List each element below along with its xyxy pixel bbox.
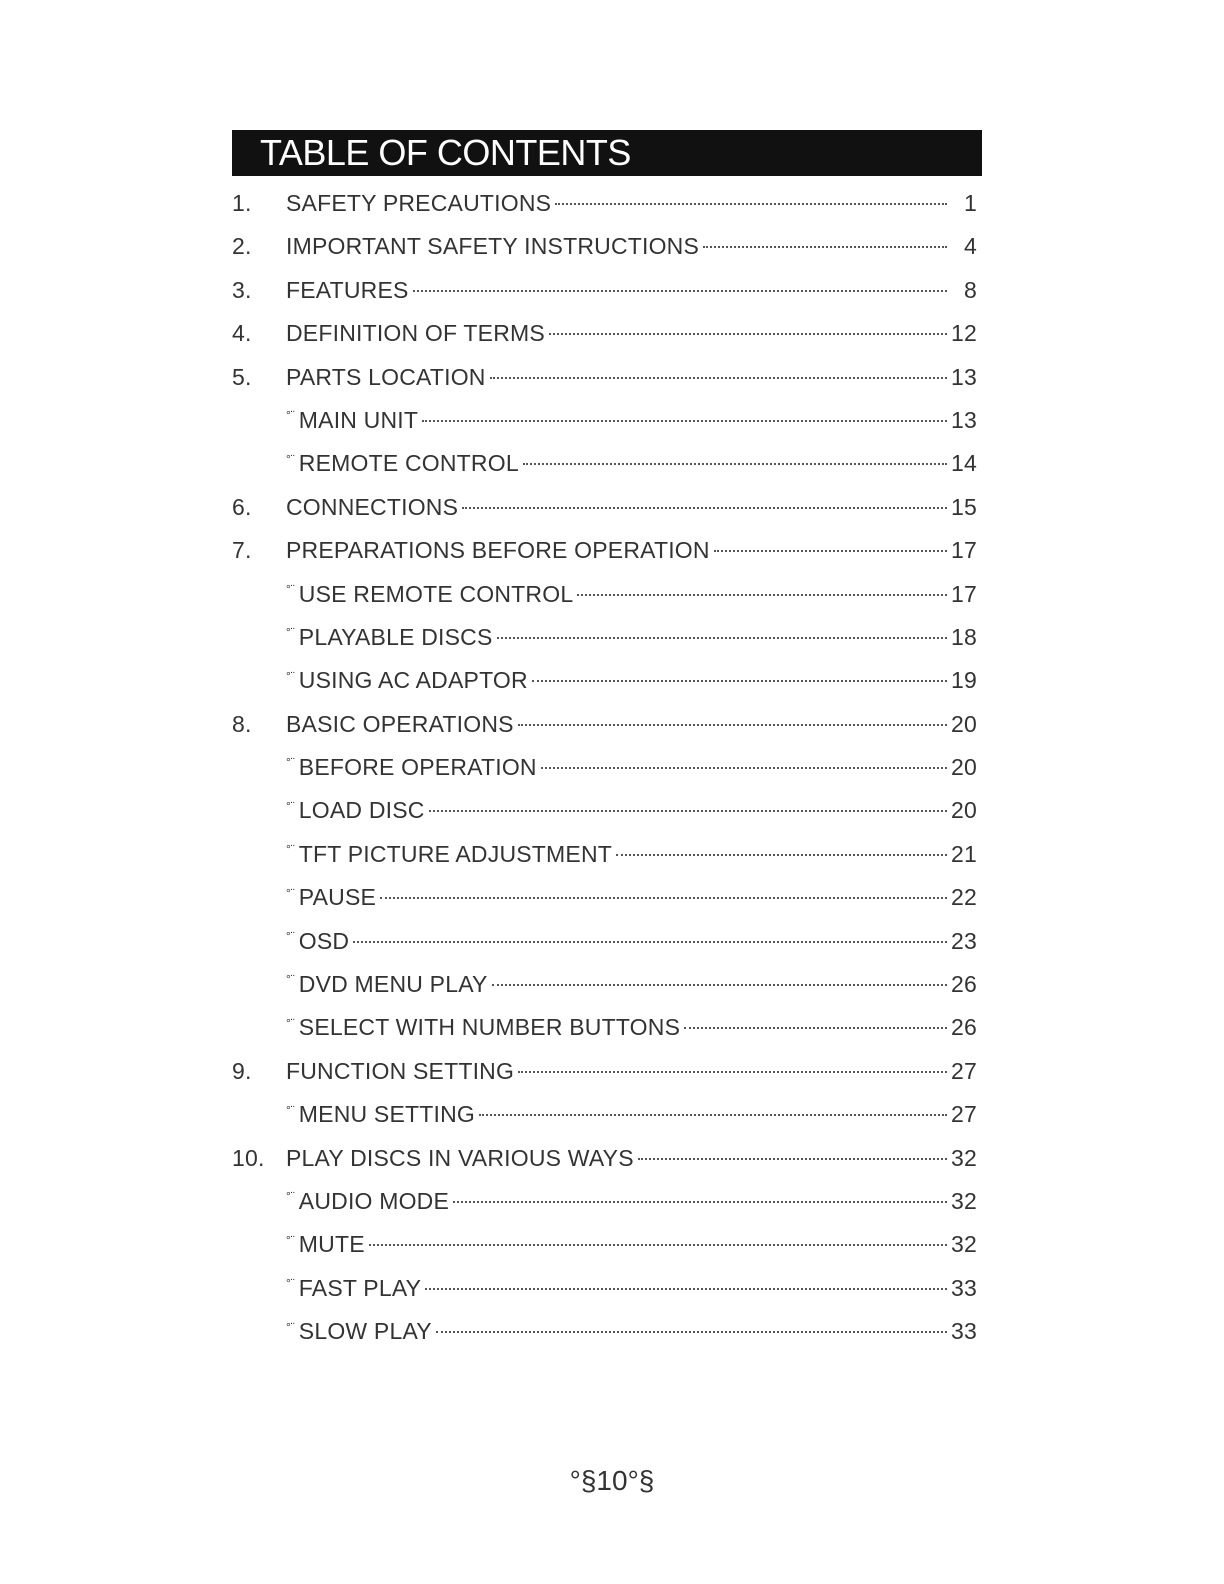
toc-entry-label-wrap [286,320,545,347]
toc-entry[interactable] [232,320,977,363]
toc-entry-label-wrap [286,450,519,477]
toc-entry-number: 4. [232,320,252,347]
toc-entry-page: 26 [951,1014,977,1041]
toc-entry-page: 27 [951,1101,977,1128]
toc-entry-page: 26 [951,971,977,998]
toc-entry-label: MAIN UNIT [298,406,419,433]
toc-entry-label: DEFINITION OF TERMS [286,320,545,347]
dot-leader [549,333,947,335]
toc-entry-label-wrap [286,797,425,824]
toc-subentry[interactable] [232,797,977,840]
toc-subentry[interactable] [232,581,977,624]
toc-entry-label-wrap [286,190,551,217]
toc-entry-page: 19 [951,667,977,694]
dot-leader [518,1071,947,1073]
toc-entry-label-wrap [286,1145,634,1172]
toc-entry-label: PLAY DISCS IN VARIOUS WAYS [286,1144,634,1171]
toc-entry-label: PAUSE [298,884,377,911]
toc-entry-label-wrap [286,1058,514,1085]
dot-leader [353,941,947,943]
bullet-glyph: °¨ [286,755,295,770]
toc-entry-page: 20 [951,754,977,781]
toc-subentry[interactable] [232,667,977,710]
bullet-glyph: °¨ [286,798,295,813]
dot-leader [616,854,947,856]
bullet-glyph: °¨ [286,1276,295,1291]
toc-entry-label-wrap [286,1231,365,1258]
toc-entry[interactable] [232,190,977,233]
toc-entry-label-wrap [286,407,418,434]
toc-entry-page: 4 [964,233,977,260]
toc-entry-page: 33 [951,1274,977,1301]
toc-entry-label-wrap [286,667,528,694]
toc-entry-number: 8. [232,710,252,737]
bullet-glyph: °¨ [286,451,295,466]
toc-entry-page: 14 [951,450,977,477]
toc-entry-label: FUNCTION SETTING [286,1057,515,1084]
toc-entry-label: SELECT WITH NUMBER BUTTONS [298,1014,681,1041]
toc-entry-page: 33 [951,1318,977,1345]
toc-entry-number: 2. [232,233,252,260]
dot-leader [523,463,947,465]
dot-leader [532,680,947,682]
bullet-glyph: °¨ [286,1189,295,1204]
toc-subentry[interactable] [232,450,977,493]
bullet-glyph: °¨ [286,408,295,423]
toc-entry[interactable] [232,233,977,276]
dot-leader [714,550,947,552]
toc-entry-label: OSD [298,927,350,954]
toc-entry-label: DVD MENU PLAY [298,971,488,998]
toc-entry-page: 22 [951,884,977,911]
toc-entry-label-wrap [286,364,486,391]
dot-leader [684,1027,947,1029]
bullet-glyph: °¨ [286,972,295,987]
toc-entry-page: 17 [951,537,977,564]
dot-leader [369,1244,947,1246]
toc-subentry[interactable] [232,1101,977,1144]
bullet-glyph: °¨ [286,1102,295,1117]
toc-entry-label-wrap [286,928,349,955]
bullet-glyph: °¨ [286,1015,295,1030]
toc-subentry[interactable] [232,407,977,450]
toc-entry[interactable] [232,364,977,407]
dot-leader [541,767,947,769]
toc-entry-label-wrap [286,711,514,738]
toc-entry-page: 27 [951,1057,977,1084]
toc-subentry[interactable] [232,1275,977,1318]
toc-entry-page: 8 [964,276,977,303]
toc-entry-label: TFT PICTURE ADJUSTMENT [298,840,613,867]
toc-entry-label-wrap [286,277,409,304]
toc-entry-label-wrap [286,754,537,781]
toc-entry[interactable] [232,1058,977,1101]
toc-entry[interactable] [232,1145,977,1188]
toc-entry-label-wrap [286,884,376,911]
toc-entry-label-wrap [286,233,699,260]
toc-entry-page: 20 [951,797,977,824]
bullet-glyph: °¨ [286,842,295,857]
toc-entry-label-wrap [286,971,488,998]
toc-entry-label-wrap [286,581,573,608]
toc-entry-label: FEATURES [286,276,409,303]
toc-entry-label: PLAYABLE DISCS [298,623,493,650]
toc-entry-page: 23 [951,927,977,954]
toc-entry-label: SAFETY PRECAUTIONS [286,190,552,216]
toc-entry-label: FAST PLAY [298,1274,422,1301]
bullet-glyph: °¨ [286,928,295,943]
toc-subentry[interactable] [232,971,977,1014]
toc-entry-label: USE REMOTE CONTROL [298,580,574,607]
dot-leader [453,1201,947,1203]
dot-leader [429,810,947,812]
page-number-footer: °§10°§ [569,1465,655,1496]
toc-subentry[interactable] [232,1231,977,1274]
toc-entry-label-wrap [286,1014,680,1041]
toc-entry-label-wrap [286,494,458,521]
toc-entry-page: 20 [951,710,977,737]
toc-title-bar [232,130,982,176]
toc-entry-number: 1. [232,190,252,216]
dot-leader [497,637,948,639]
toc-list [232,190,977,1362]
dot-leader [380,897,947,899]
toc-entry-page: 17 [951,580,977,607]
toc-entry-number: 10. [232,1144,265,1171]
bullet-glyph: °¨ [286,1232,295,1247]
bullet-glyph: °¨ [286,581,295,596]
toc-entry-label: BEFORE OPERATION [298,754,537,781]
toc-entry[interactable] [232,277,977,320]
bullet-glyph: °¨ [286,1319,295,1334]
dot-leader [436,1331,947,1333]
toc-entry-page: 18 [951,623,977,650]
dot-leader [638,1158,947,1160]
page-title: TABLE OF CONTENTS [260,132,631,173]
toc-subentry[interactable] [232,884,977,927]
dot-leader [479,1114,947,1116]
bullet-glyph: °¨ [286,625,295,640]
toc-entry-page: 15 [951,493,977,520]
toc-entry-page: 13 [951,363,977,390]
toc-entry-label: LOAD DISC [298,797,425,824]
bullet-glyph: °¨ [286,668,295,683]
toc-entry-label: IMPORTANT SAFETY INSTRUCTIONS [286,233,700,260]
toc-entry-page: 32 [951,1144,977,1171]
dot-leader [518,724,947,726]
toc-subentry[interactable] [232,1318,977,1361]
toc-entry-label: PARTS LOCATION [286,363,486,390]
toc-entry-number: 9. [232,1057,252,1084]
toc-entry[interactable] [232,711,977,754]
toc-entry-label-wrap [286,1101,475,1128]
toc-entry-label: CONNECTIONS [286,493,459,520]
bullet-glyph: °¨ [286,885,295,900]
toc-entry-label-wrap [286,624,493,651]
toc-entry-label: REMOTE CONTROL [298,450,519,477]
dot-leader [422,420,947,422]
toc-entry-number: 6. [232,493,252,520]
dot-leader [703,246,947,248]
toc-entry-number: 7. [232,537,252,564]
toc-entry-label: USING AC ADAPTOR [298,667,528,694]
toc-entry-label-wrap [286,1318,432,1345]
dot-leader [555,203,947,205]
toc-entry-number: 5. [232,363,252,390]
toc-entry-page: 12 [951,320,977,347]
dot-leader [413,290,947,292]
toc-entry-label-wrap [286,1275,421,1302]
toc-entry-page: 32 [951,1231,977,1258]
toc-entry-page: 1 [964,190,977,216]
toc-entry[interactable] [232,494,977,537]
toc-subentry[interactable] [232,1014,977,1057]
toc-subentry[interactable] [232,754,977,797]
toc-entry-page: 32 [951,1187,977,1214]
toc-subentry[interactable] [232,928,977,971]
toc-subentry[interactable] [232,841,977,884]
toc-entry-label: AUDIO MODE [298,1187,450,1214]
toc-entry-label: MENU SETTING [298,1101,475,1128]
toc-entry-label: BASIC OPERATIONS [286,710,514,737]
toc-entry-label-wrap [286,1188,449,1215]
toc-entry-label-wrap [286,841,612,868]
toc-subentry[interactable] [232,1188,977,1231]
toc-entry-page: 13 [951,406,977,433]
toc-entry-label: PREPARATIONS BEFORE OPERATION [286,537,710,564]
toc-subentry[interactable] [232,624,977,667]
toc-entry-label: SLOW PLAY [298,1318,432,1345]
toc-entry[interactable] [232,537,977,580]
toc-entry-page: 21 [951,840,977,867]
toc-entry-number: 3. [232,276,252,303]
toc-entry-label: MUTE [298,1231,365,1258]
dot-leader [462,507,947,509]
dot-leader [577,594,947,596]
dot-leader [425,1288,947,1290]
dot-leader [492,984,947,986]
toc-entry-label-wrap [286,537,710,564]
dot-leader [490,377,947,379]
